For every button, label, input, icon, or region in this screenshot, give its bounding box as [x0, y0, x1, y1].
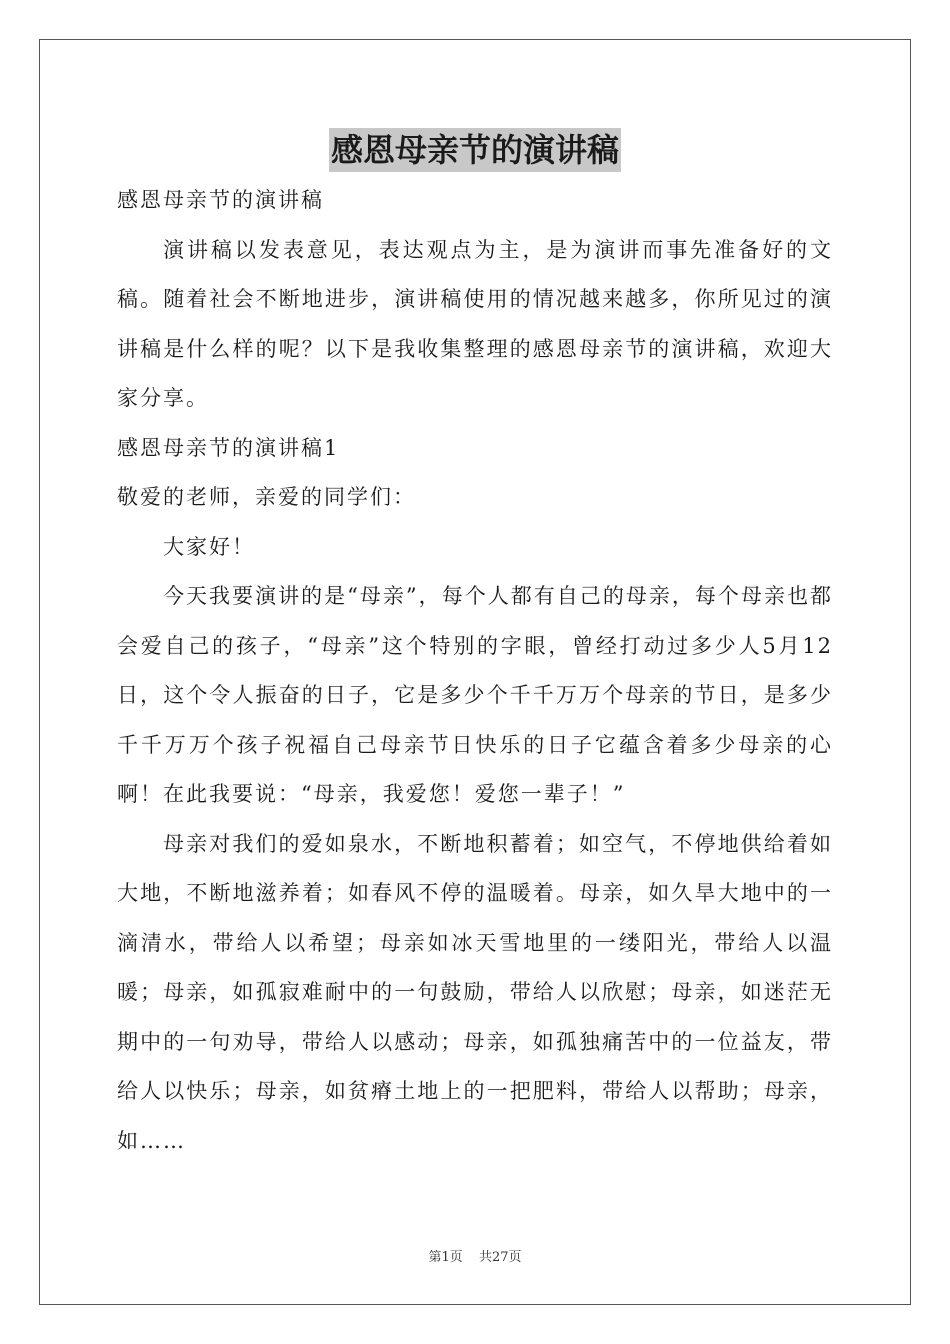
paragraph-subtitle: 感恩母亲节的演讲稿: [117, 188, 324, 212]
paragraph-salutation: 敬爱的老师，亲爱的同学们：: [117, 485, 416, 509]
page-number: 第1页: [428, 1250, 463, 1265]
title-container: [0, 128, 950, 172]
paragraph-body-2: 母亲对我们的爱如泉水，不断地积蓄着；如空气，不停地供给着如大地，不断地滋养着；如春风不停的温暖着。母亲，如久旱大地中的一滴清水，带给人以希望；母亲如冰天雪地里的一缕阳光，带给人以温暖；母亲，如孤寂难耐中的一句鼓励，带给人以欣慰；母亲，如迷茫无期中的一句劝导，带给人以感动；母亲，如孤独痛苦中的一位益友，带给人以快乐；母亲，如贫瘠土地上的一把肥料，带给人以帮助；母亲，如……: [117, 831, 833, 1153]
paragraph-body-1: 今天我要演讲的是“母亲”，每个人都有自己的母亲，每个母亲也都会爱自己的孩子，“母亲”这个特别的字眼，曾经打动过多少人5月12日，这个令人振奋的日子，它是多少个千千万万个母亲的节日，是多少千千万万个孩子祝福自己母亲节日快乐的日子它蕴含着多少母亲的心啊！在此我要说：“母亲，我爱您！爱您一辈子！”: [117, 584, 833, 806]
paragraph-intro: 演讲稿以发表意见，表达观点为主，是为演讲而事先准备好的文稿。随着社会不断地进步，演讲稿使用的情况越来越多，你所见过的演讲稿是什么样的呢？以下是我收集整理的感恩母亲节的演讲稿，欢迎大家分享。: [117, 237, 833, 410]
paragraph-section-heading: 感恩母亲节的演讲稿1: [117, 435, 340, 460]
document-title: 感恩母亲节的演讲稿: [329, 128, 621, 172]
page-total: 共27页: [478, 1250, 522, 1265]
paragraph-greeting: 大家好！: [163, 534, 255, 559]
document-body: [117, 176, 833, 1166]
page-footer: [0, 1246, 950, 1265]
